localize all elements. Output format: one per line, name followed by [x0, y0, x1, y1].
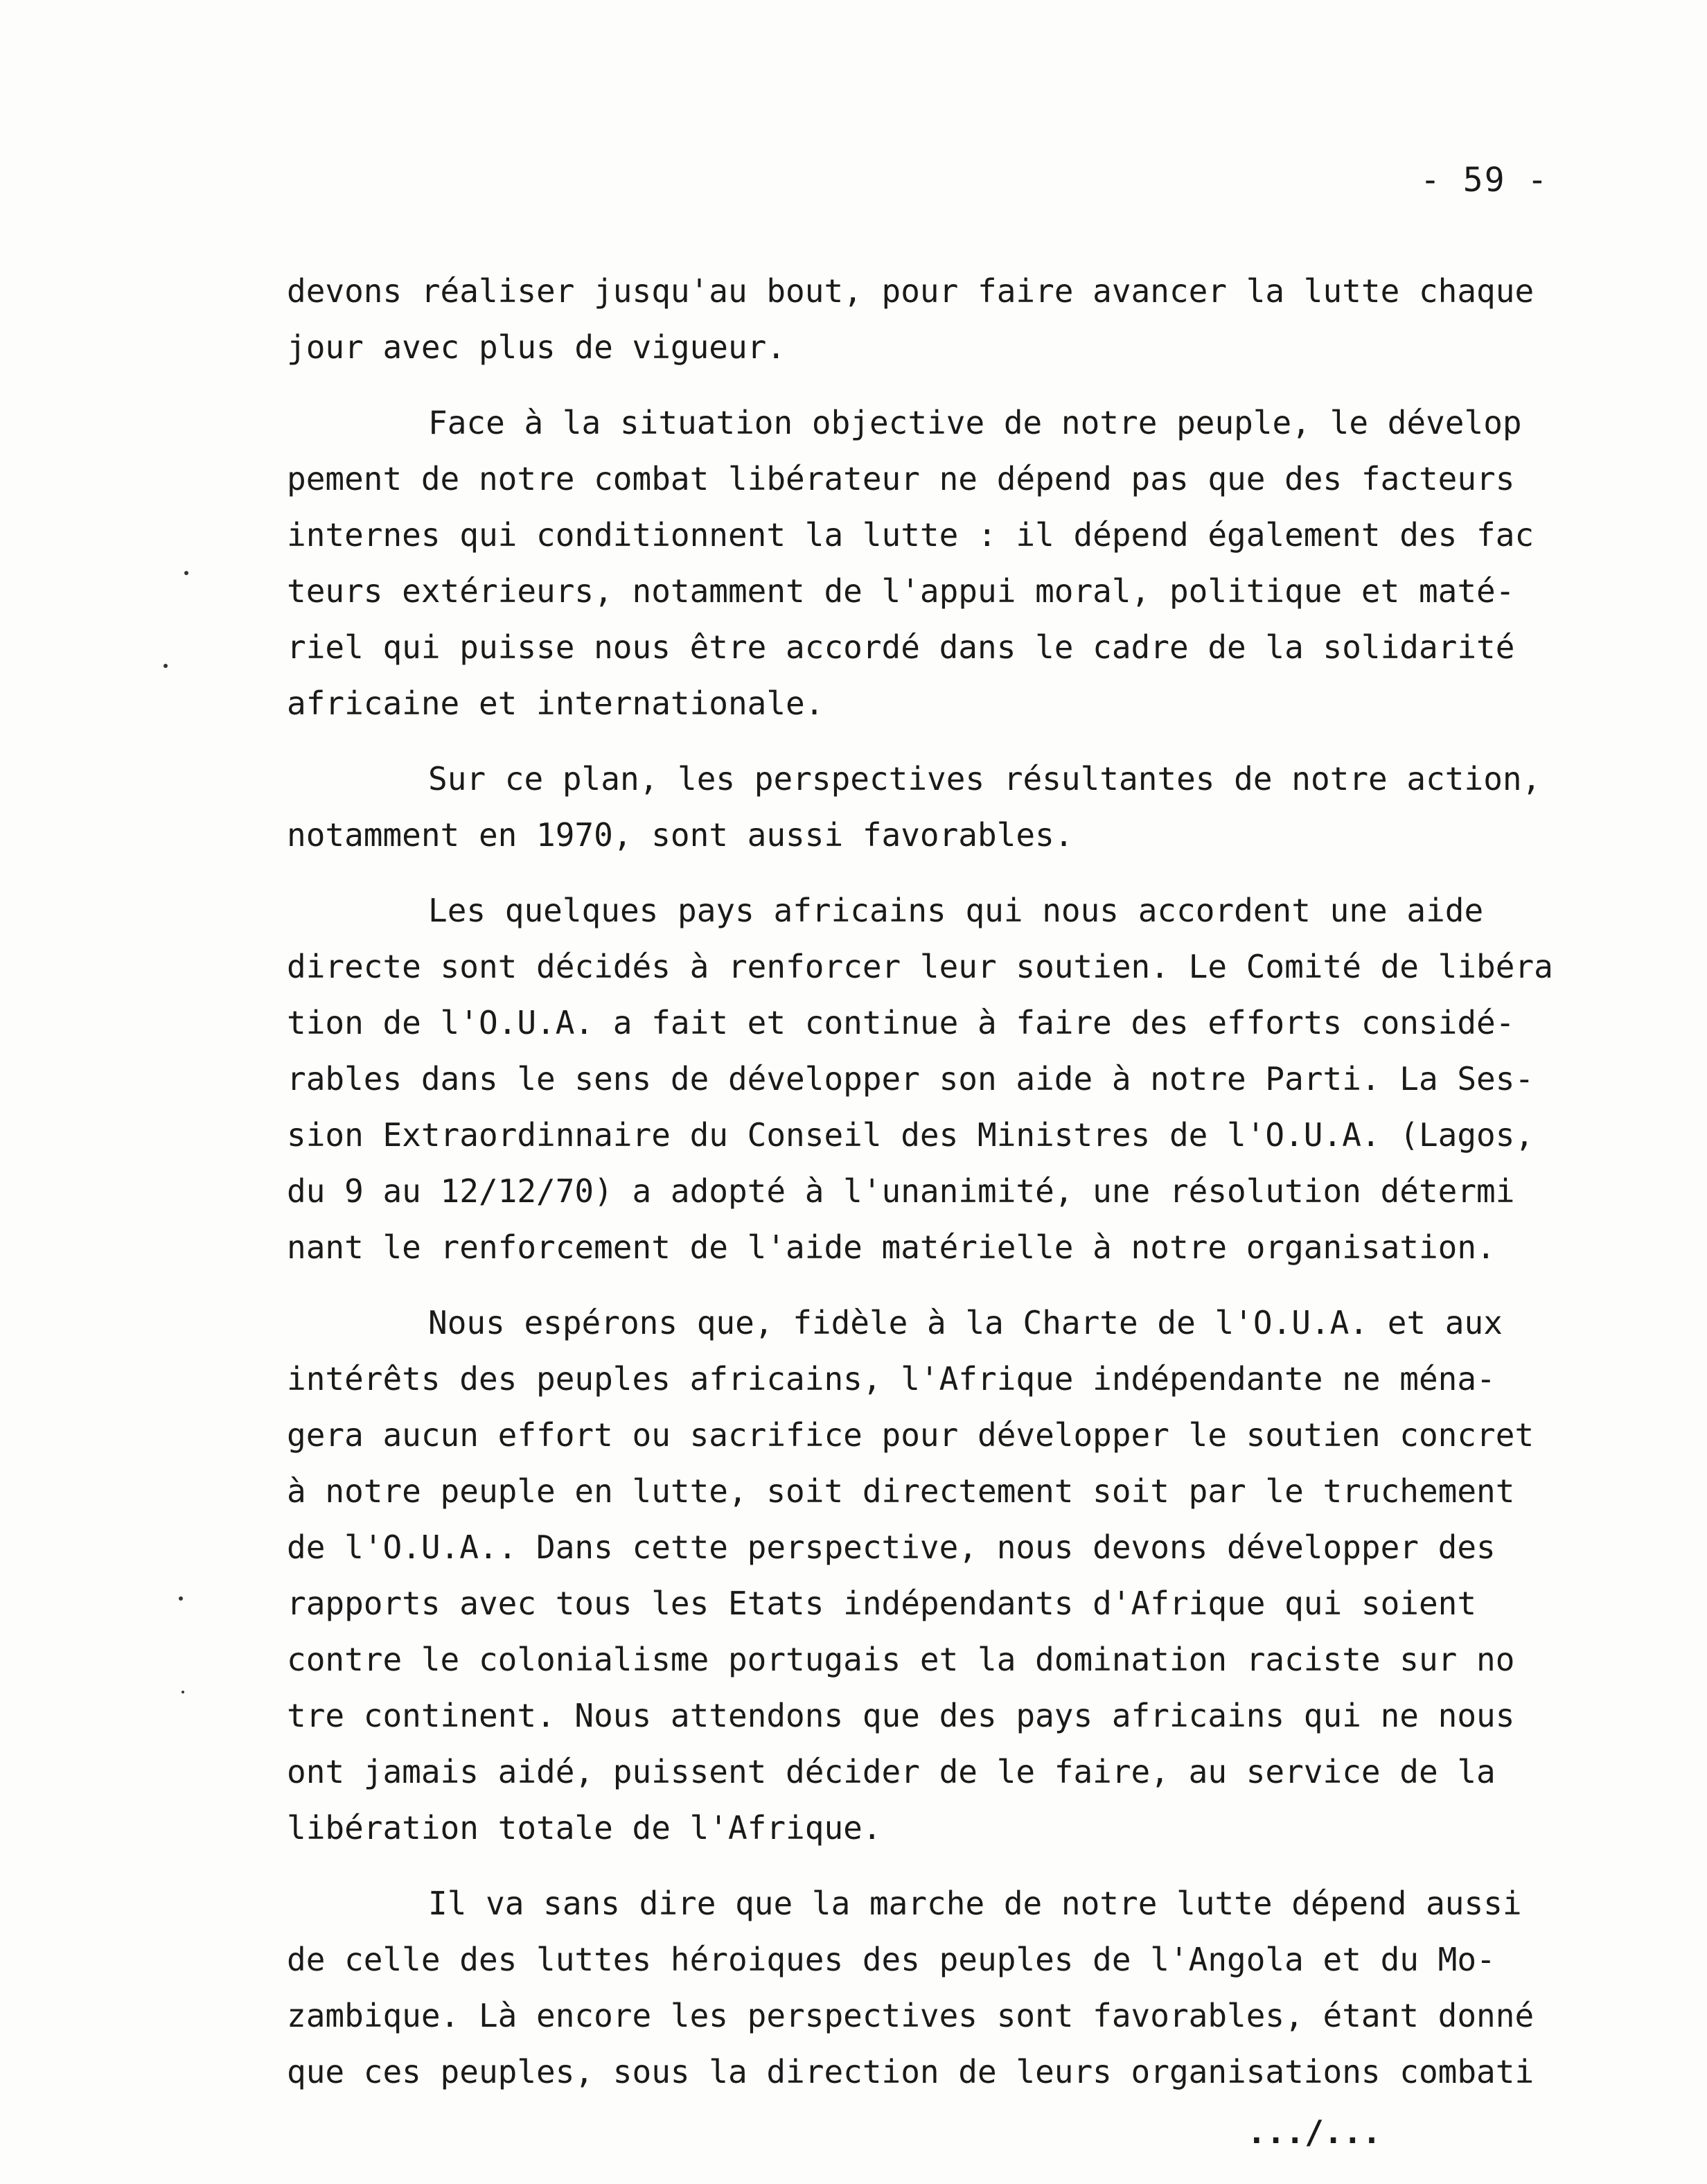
body-text — [287, 263, 1631, 2120]
text-line: africaine et internationale. — [287, 685, 824, 722]
text-line: rables dans le sens de développer son aide à notre Parti. La Ses- — [287, 1060, 1534, 1098]
scan-speck — [163, 664, 168, 668]
text-line: Il va sans dire que la marche de notre lutte dépend aussi — [428, 1885, 1522, 1922]
continuation-mark: .../... — [1247, 2113, 1381, 2151]
text-line: contre le colonialisme portugais et la domination raciste sur no — [287, 1641, 1515, 1678]
text-line: jour avec plus de vigueur. — [287, 328, 786, 366]
text-line: Les quelques pays africains qui nous accordent une aide — [428, 892, 1484, 929]
text-line: à notre peuple en lutte, soit directement soit par le truchement — [287, 1472, 1515, 1510]
text-line: directe sont décidés à renforcer leur soutien. Le Comité de libéra — [287, 948, 1553, 985]
text-line: notamment en 1970, sont aussi favorables. — [287, 816, 1074, 854]
text-line: ont jamais aidé, puissent décider de le faire, au service de la — [287, 1753, 1496, 1790]
paragraph-2 — [287, 395, 1631, 732]
text-line: de l'O.U.A.. Dans cette perspective, nous devons développer des — [287, 1529, 1496, 1566]
text-line: de celle des luttes héroiques des peuples de l'Angola et du Mo- — [287, 1941, 1496, 1978]
scan-speck — [179, 1596, 183, 1601]
text-line: riel qui puisse nous être accordé dans le cadre de la solidarité — [287, 628, 1515, 666]
paragraph-6 — [287, 1876, 1631, 2100]
text-line: nant le renforcement de l'aide matérielle à notre organisation. — [287, 1228, 1496, 1266]
text-line: Face à la situation objective de notre peuple, le dévelop — [428, 404, 1522, 441]
paragraph-3 — [287, 751, 1631, 863]
text-line: Sur ce plan, les perspectives résultantes de notre action, — [428, 760, 1541, 798]
text-line: gera aucun effort ou sacrifice pour développer le soutien concret — [287, 1416, 1534, 1454]
text-line: sion Extraordinnaire du Conseil des Ministres de l'O.U.A. (Lagos, — [287, 1116, 1534, 1154]
text-line: devons réaliser jusqu'au bout, pour faire avancer la lutte chaque — [287, 272, 1534, 310]
text-line: tion de l'O.U.A. a fait et continue à faire des efforts considé- — [287, 1004, 1515, 1041]
text-line: teurs extérieurs, notamment de l'appui moral, politique et maté- — [287, 572, 1515, 610]
text-line: du 9 au 12/12/70) a adopté à l'unanimité, une résolution détermi — [287, 1172, 1515, 1210]
text-line: tre continent. Nous attendons que des pays africains qui ne nous — [287, 1697, 1515, 1734]
text-line: que ces peuples, sous la direction de leurs organisations combati — [287, 2053, 1534, 2090]
paragraph-5 — [287, 1295, 1631, 1856]
text-line: Nous espérons que, fidèle à la Charte de l'O.U.A. et aux — [428, 1304, 1503, 1341]
text-line: zambique. Là encore les perspectives sont favorables, étant donné — [287, 1997, 1534, 2034]
text-line: libération totale de l'Afrique. — [287, 1809, 882, 1847]
scan-speck — [184, 571, 188, 575]
paragraph-4 — [287, 883, 1631, 1276]
text-line: rapports avec tous les Etats indépendants d'Afrique qui soient — [287, 1585, 1477, 1622]
text-line: internes qui conditionnent la lutte : il dépend également des fac — [287, 516, 1534, 554]
paragraph-1 — [287, 263, 1631, 376]
page-number: - 59 - — [1420, 161, 1549, 200]
text-line: pement de notre combat libérateur ne dépend pas que des facteurs — [287, 460, 1515, 497]
text-line: intérêts des peuples africains, l'Afrique indépendante ne ména- — [287, 1360, 1496, 1398]
scan-speck — [182, 1691, 184, 1693]
